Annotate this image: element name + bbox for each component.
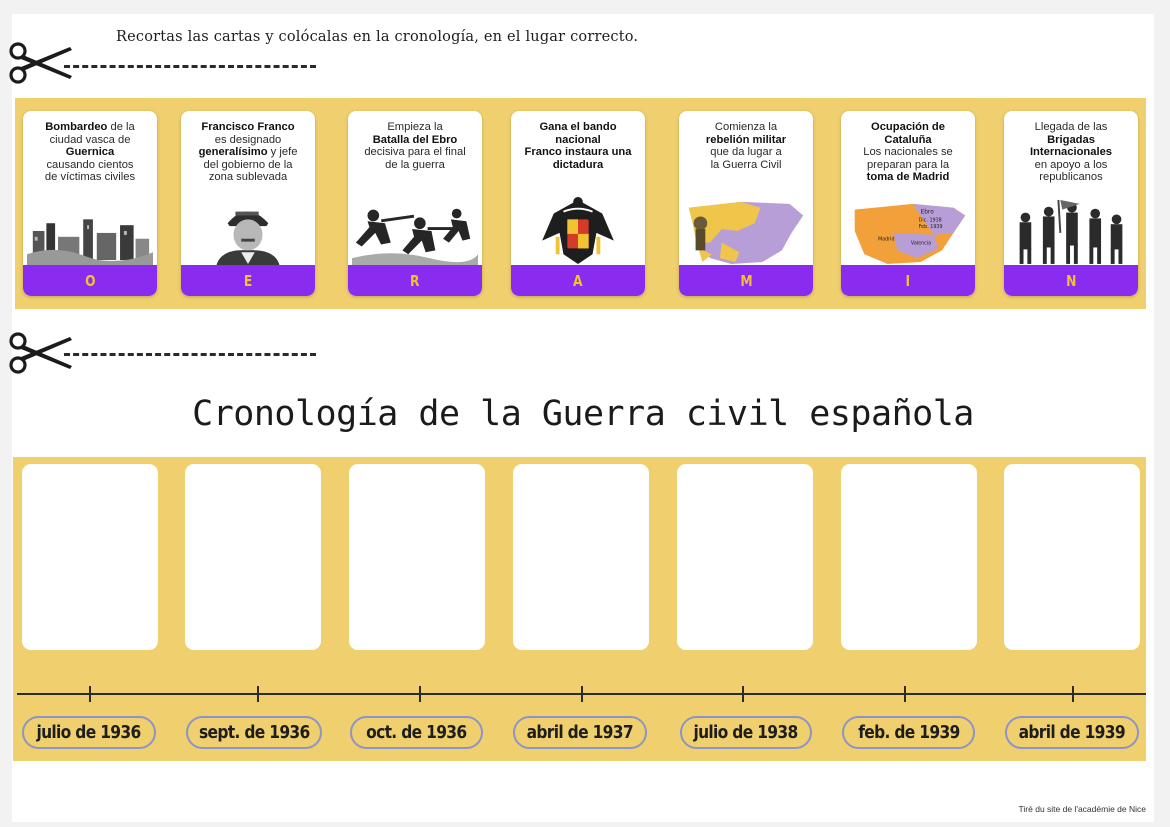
drop-slot[interactable]: [677, 464, 813, 650]
card-footer: [1004, 265, 1138, 296]
drop-slot[interactable]: [22, 464, 158, 650]
catalonia-map-image: [845, 193, 971, 268]
card-description: Francisco Franco es designado generalísimo y jefe del gobierno de la zona sublevada: [198, 121, 298, 184]
card-letter: R: [410, 271, 420, 290]
timeline-tick: [742, 686, 744, 702]
card-footer: [23, 265, 157, 296]
date-label: abril de 1939: [1005, 716, 1139, 749]
timeline-tick: [257, 686, 259, 702]
card-letter: O: [84, 271, 96, 290]
bombed-ruins-image: [27, 193, 153, 268]
svg-text:Ebro: Ebro: [920, 209, 934, 216]
timeline-tick: [419, 686, 421, 702]
date-label: sept. de 1936: [186, 716, 322, 749]
timeline-tick: [89, 686, 91, 702]
card-description: Comienza la rebelión militar que da lugar a la Guerra Civil: [705, 121, 787, 171]
card-letter: A: [573, 271, 583, 290]
cut-line: [64, 353, 316, 356]
instruction-text: Recortas las cartas y colócalas en la cronología, en el lugar correcto.: [116, 29, 639, 45]
eagle-coat-of-arms-image: [515, 193, 641, 268]
svg-text:Valencia: Valencia: [910, 241, 932, 247]
card-footer: [348, 265, 482, 296]
card-footer: [181, 265, 315, 296]
drop-slot[interactable]: [841, 464, 977, 650]
soldiers-battle-image: [352, 193, 478, 268]
card-description: Gana el bando nacional Franco instaura una dictadura: [524, 121, 632, 171]
card-description: Bombardeo de la ciudad vasca de Guernica causando cientos de víctimas civiles: [44, 121, 136, 184]
franco-portrait-image: [185, 193, 311, 268]
card-letter: M: [739, 271, 753, 290]
drop-slot[interactable]: [513, 464, 649, 650]
timeline-tick: [904, 686, 906, 702]
card-footer: [511, 265, 645, 296]
scissors-icon: [8, 40, 74, 86]
worksheet: [12, 14, 1154, 822]
timeline-tick: [1072, 686, 1074, 702]
date-label: julio de 1938: [680, 716, 812, 749]
spain-map-image: [683, 193, 809, 268]
date-label: julio de 1936: [22, 716, 156, 749]
drop-slot[interactable]: [185, 464, 321, 650]
date-label: abril de 1937: [513, 716, 647, 749]
svg-text:Feb. 1939: Feb. 1939: [918, 225, 943, 231]
cards-band: [15, 98, 1146, 309]
event-card-rebelion[interactable]: [679, 111, 813, 296]
event-card-cataluna[interactable]: [841, 111, 975, 296]
drop-slot[interactable]: [1004, 464, 1140, 650]
drop-slot[interactable]: [349, 464, 485, 650]
cut-line: [64, 65, 316, 68]
card-footer: [841, 265, 975, 296]
event-card-franco[interactable]: [181, 111, 315, 296]
svg-text:Dic. 1938: Dic. 1938: [918, 218, 942, 224]
card-description: Ocupación de Cataluña Los nacionales se preparan para la toma de Madrid: [863, 121, 953, 184]
event-card-dictadura[interactable]: [511, 111, 645, 296]
timeline-band: [13, 457, 1146, 761]
card-letter: N: [1065, 271, 1077, 290]
card-letter: E: [243, 271, 253, 290]
event-card-guernica[interactable]: [23, 111, 157, 296]
card-description: Llegada de las Brigadas Internacionales en apoyo a los republicanos: [1029, 121, 1113, 184]
timeline-tick: [581, 686, 583, 702]
card-footer: [679, 265, 813, 296]
event-card-brigadas[interactable]: [1004, 111, 1138, 296]
timeline-title: Cronología de la Guerra civil española: [192, 394, 974, 434]
svg-text:Madrid: Madrid: [877, 237, 895, 243]
source-credit: Tiré du site de l'académie de Nice: [1018, 804, 1146, 814]
date-label: oct. de 1936: [350, 716, 483, 749]
card-description: Empieza la Batalla del Ebro decisiva para el final de la guerra: [364, 121, 466, 171]
date-label: feb. de 1939: [842, 716, 975, 749]
brigades-soldiers-image: [1008, 193, 1134, 268]
card-letter: I: [905, 271, 911, 290]
event-card-ebro[interactable]: [348, 111, 482, 296]
